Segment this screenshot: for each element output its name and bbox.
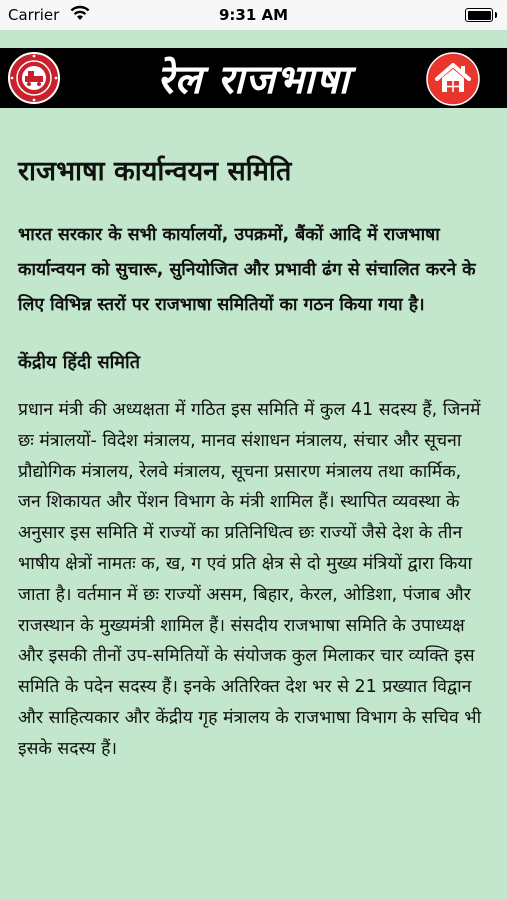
battery-icon [465,8,493,22]
section-body: प्रधान मंत्री की अध्यक्षता में गठित इस समिति में कुल 41 सदस्य हैं, जिनमें छः मंत्रालयों- विदेश मंत्रालय, मानव संशाधन मंत्रालय, संचार और सूचना प्रौद्योगिक मंत्रालय, रेलवे मंत्रालय, सूचना प्रसारण मंत्रालय तथा कार्मिक, जन शिकायत और पेंशन विभाग के मंत्री शामिल हैं। स्थापित व्यवस्था के अनुसार इस समिति में राज्यों का प्रतिनिधित्व छः राज्यों जैसे देश के तीन भाषीय क्षेत्रों नामतः क, ख, ग एवं प्रति क्षेत्र से दो मुख्य मंत्रियों द्वारा किया जाता है। वर्तमान में छः राज्यों असम, बिहार, केरल, ओडिशा, पंजाब और राजस्थान के मुख्यमंत्री शामिल हैं। संसदीय राजभाषा समिति के उपाध्यक्ष और इसकी तीनों उप-समितियों के संयोजक कुल मिलाकर चार व्यक्ति इस समिति के पदेन सदस्य हैं। इनके अतिरिक्त देश भर से 21 प्रख्यात विद्वान और साहित्यकार और केंद्रीय गृह मंत्रालय के राजभाषा विभाग के सचिव भी इसके सदस्य हैं। [18,400,482,759]
carrier-label: Carrier [8,6,60,24]
page-title: राजभाषा कार्यान्वयन समिति [18,156,292,187]
app-header [0,48,507,108]
section-heading: केंद्रीय हिंदी समिति [18,352,140,373]
status-time: 9:31 AM [218,6,289,24]
app-title: रेल राजभाषा [157,57,350,103]
home-button[interactable] [423,52,483,106]
home-icon [423,52,483,106]
status-bar [0,0,507,30]
intro-paragraph: भारत सरकार के सभी कार्यालयों, उपक्रमों, बैंकों आदि में राजभाषा कार्यान्वयन को सुचारू, सुनियोजित और प्रभावी ढंग से संचालित करने के लिए विभिन्न स्तरों पर राजभाषा समितियों का गठन किया गया है। [18,225,476,315]
main-content [18,152,488,765]
